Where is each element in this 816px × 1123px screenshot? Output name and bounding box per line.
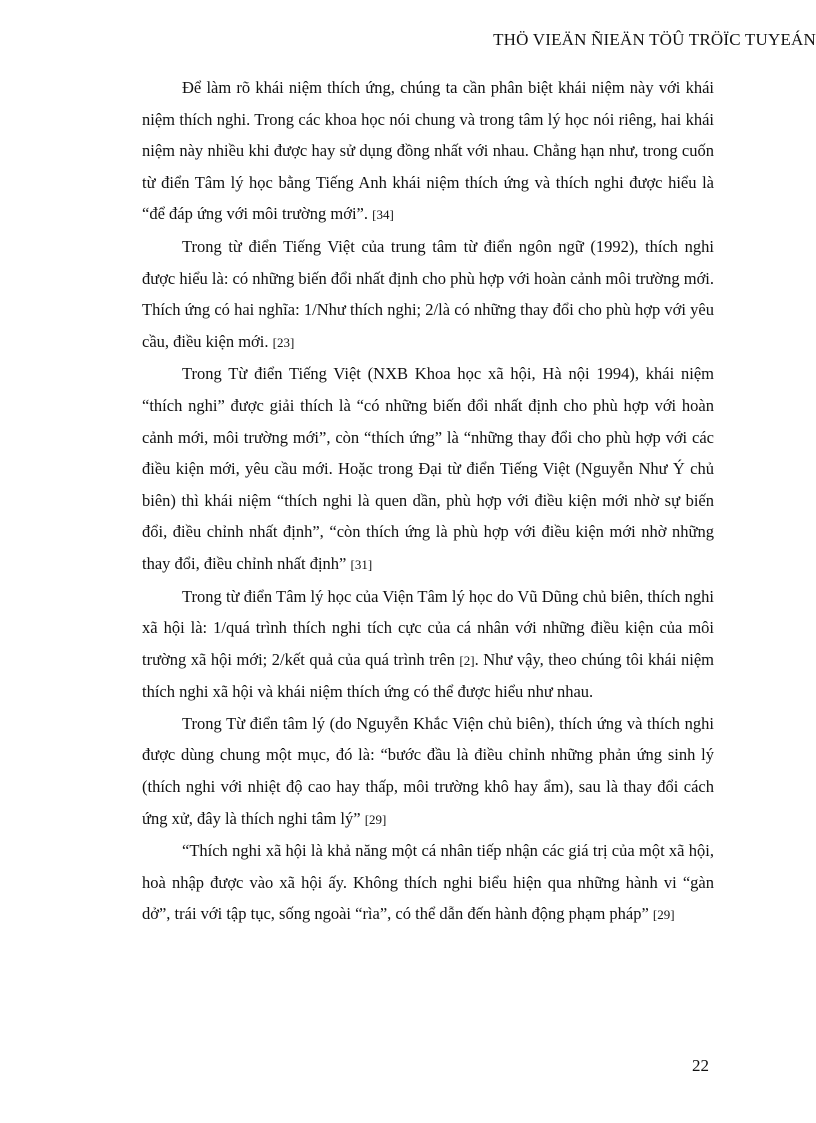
citation: [29] [652,907,675,923]
paragraph-1 [142,72,714,231]
paragraph-text: Để làm rõ khái niệm thích ứng, chúng ta cần phân biệt khái niệm này với khái niệm thích nghi. Trong các khoa học nói chung và trong tâm lý học nói riêng, hai khái niệm này nhiều khi được hay sử dụng đồng nhất với nhau. Chẳng hạn như, trong cuốn từ điển Tâm lý học bằng Tiếng Anh khái niệm thích ứng và thích nghi được hiểu là “để đáp ứng với môi trường mới”. [142,78,714,224]
paragraph-4 [142,581,714,708]
paragraph-6 [142,835,714,931]
paragraph-text-continued: . Như vậy, theo chúng tôi khái niệm thích nghi xã hội và khái niệm thích ứng có thể được hiểu như nhau. [142,649,714,702]
paragraph-text: Trong Từ điển Tiếng Việt (NXB Khoa học xã hội, Hà nội 1994), khái niệm “thích nghi” được giải thích là “có những biến đổi nhất định cho phù hợp với hoàn cảnh mới, môi trường mới”, còn “thích ứng” là “những thay đổi cho phù hợp với các điều kiện mới, yêu cầu mới. Hoặc trong Đại từ điển Tiếng Việt (Nguyễn Như Ý chủ biên) thì khái niệm “thích nghi là quen dần, phù hợp với điều kiện mới nhờ sự biến đổi, điều chỉnh nhất định”, “còn thích ứng là phù hợp với điều kiện mới nhờ những thay đổi, điều chỉnh nhất định” [142,364,714,573]
page-header: THÖ VIEÄN ÑIEÄN TÖÛ TRÖÏC TUYEÁN [493,30,816,49]
paragraph-text: Trong Từ điển tâm lý (do Nguyễn Khắc Viện chủ biên), thích ứng và thích nghi được dùng chung một mục, đó là: “bước đầu là điều chỉnh những phản ứng sinh lý (thích nghi với nhiệt độ cao hay thấp, môi trường khô hay ẩm), sau là thay đổi cách ứng xử, đây là thích nghi tâm lý” [142,713,714,828]
citation: [2] [459,652,475,668]
paragraph-3 [142,358,714,580]
paragraph-text: “Thích nghi xã hội là khả năng một cá nhân tiếp nhận các giá trị của một xã hội, hoà nhập được vào xã hội ấy. Không thích nghi biểu hiện qua những hành vi “gàn dở”, trái với tập tục, sống ngoài “rìa”, có thể dẫn đến hành động phạm pháp” [142,841,714,924]
citation: [23] [272,334,295,350]
citation: [34] [372,207,394,223]
body-text [142,72,714,931]
paragraph-text: Trong từ điển Tâm lý học của Viện Tâm lý học do Vũ Dũng chủ biên, thích nghi xã hội là: 1/quá trình thích nghi tích cực của cá nhân với những điều kiện của môi trường xã hội mới; 2/kết quả của quá trình trên [142,586,714,669]
citation: [29] [364,811,387,827]
paragraph-text: Trong từ điển Tiếng Việt của trung tâm từ điển ngôn ngữ (1992), thích nghi được hiểu là: có những biến đổi nhất định cho phù hợp với hoàn cảnh môi trường mới. Thích ứng có hai nghĩa: 1/Như thích nghi; 2/là có những thay đổi cho phù hợp với yêu cầu, điều kiện mới. [142,236,714,351]
page-number: 22 [692,1056,709,1075]
citation: [31] [350,556,373,572]
paragraph-2 [142,231,714,358]
paragraph-5 [142,708,714,835]
